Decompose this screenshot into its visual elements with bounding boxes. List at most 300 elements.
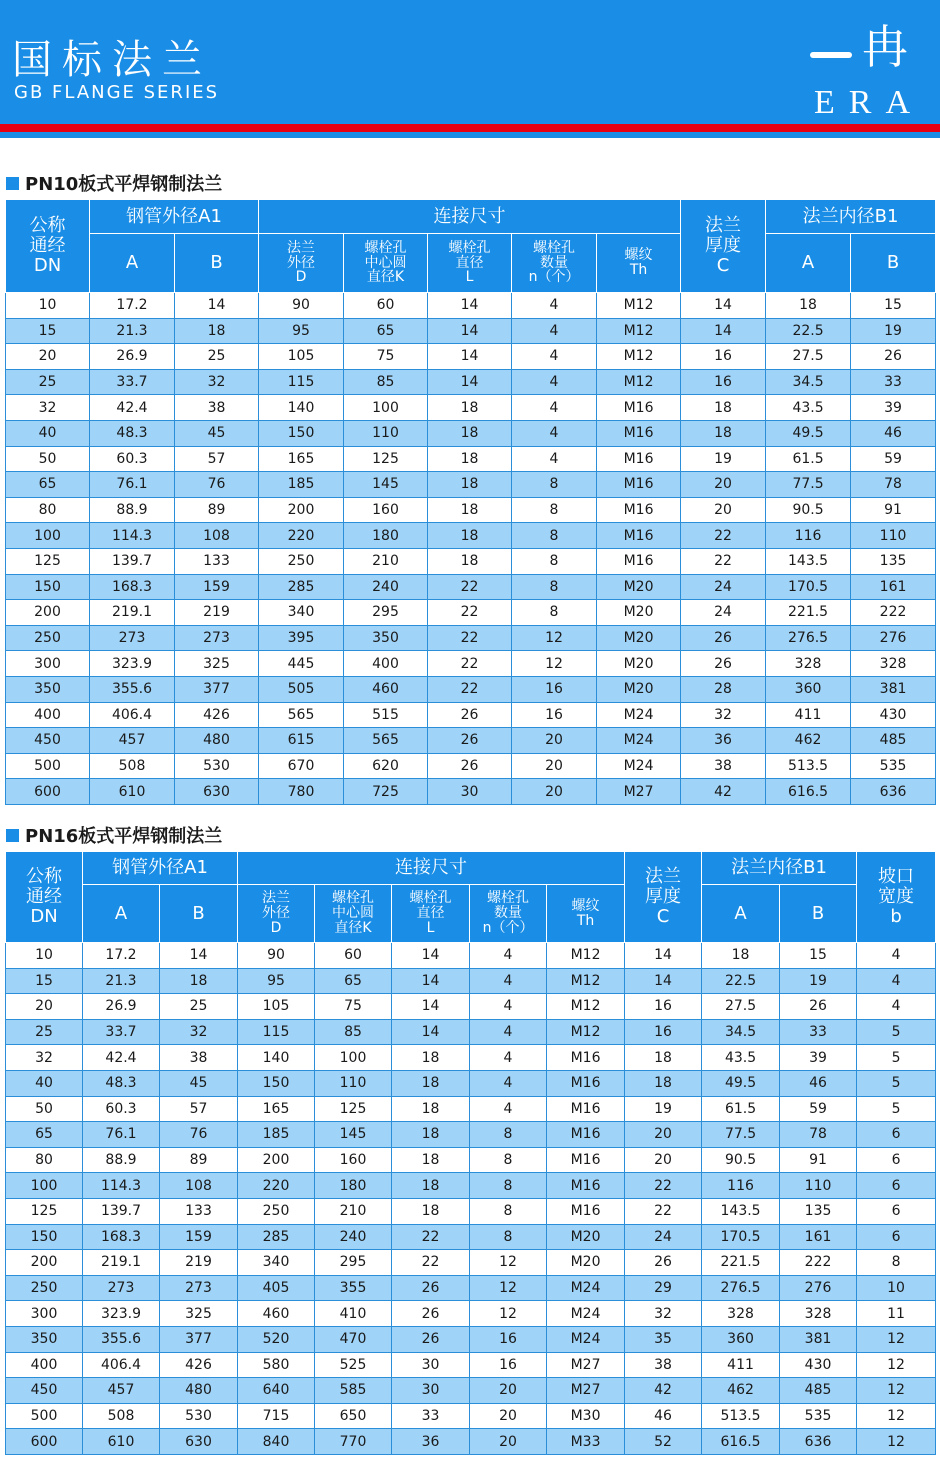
table-cell: 508	[90, 753, 175, 779]
table-cell: 26	[392, 1301, 470, 1327]
table-cell: 90.5	[766, 497, 851, 523]
table-cell: 8	[512, 574, 597, 600]
table-cell: 125	[6, 548, 90, 574]
table-cell: 8	[470, 1122, 547, 1148]
table-cell: 16	[681, 369, 766, 395]
table-cell: 325	[175, 651, 259, 677]
table-cell: 4	[512, 318, 597, 344]
table-cell: 430	[851, 702, 936, 728]
table-cell: M24	[547, 1301, 625, 1327]
table-cell: 6	[857, 1147, 936, 1173]
brand-logo-mark	[810, 22, 920, 82]
table-cell: 19	[780, 968, 857, 994]
table-cell: 22	[625, 1198, 702, 1224]
table-cell: M27	[547, 1352, 625, 1378]
table-cell: 165	[238, 1096, 315, 1122]
table-cell: 4	[470, 943, 547, 969]
table-cell: 16	[625, 994, 702, 1020]
table-cell: 38	[160, 1045, 238, 1071]
table-cell: 273	[160, 1275, 238, 1301]
table-cell: 22	[681, 548, 766, 574]
table-cell: 250	[6, 625, 90, 651]
table-cell: 76	[160, 1122, 238, 1148]
table-cell: 250	[238, 1198, 315, 1224]
table-cell: 60	[315, 943, 392, 969]
table-row	[6, 968, 936, 994]
table-cell: 14	[392, 968, 470, 994]
table-cell: M12	[547, 943, 625, 969]
table-cell: 77.5	[766, 472, 851, 498]
table-cell: 4	[470, 1096, 547, 1122]
table-cell: 160	[344, 497, 428, 523]
table-cell: 22	[392, 1224, 470, 1250]
table-cell: 60.3	[83, 1096, 160, 1122]
table-cell: 32	[6, 395, 90, 421]
table-cell: 16	[625, 1019, 702, 1045]
pn16-section-title	[6, 822, 222, 848]
table-cell: 46	[851, 420, 936, 446]
table-cell: 135	[851, 548, 936, 574]
table-cell: 26	[428, 753, 512, 779]
table-cell: 400	[6, 1352, 83, 1378]
table-cell: 21.3	[83, 968, 160, 994]
table-cell: 22.5	[766, 318, 851, 344]
table-cell: 32	[175, 369, 259, 395]
table-cell: 26	[681, 625, 766, 651]
table-cell: 360	[702, 1326, 780, 1352]
table-cell: 18	[625, 1070, 702, 1096]
table-cell: 426	[175, 702, 259, 728]
table-row	[6, 1019, 936, 1045]
table-cell: 12	[857, 1352, 936, 1378]
table-cell: 27.5	[766, 344, 851, 370]
table-cell: 480	[175, 728, 259, 754]
section-marker-icon	[6, 829, 19, 842]
table-cell: 38	[681, 753, 766, 779]
table-cell: 300	[6, 651, 90, 677]
col-bore-a-header: A	[702, 885, 780, 943]
table-cell: M12	[547, 1019, 625, 1045]
table-cell: 33.7	[90, 369, 175, 395]
table-cell: 125	[344, 446, 428, 472]
logo-glyph: 冉	[862, 20, 908, 74]
table-cell: 340	[238, 1250, 315, 1276]
table-row	[6, 344, 936, 370]
table-cell: 295	[315, 1250, 392, 1276]
table-cell: 18	[160, 968, 238, 994]
table-cell: 18	[392, 1096, 470, 1122]
table-row	[6, 1378, 936, 1404]
table-cell: 168.3	[90, 574, 175, 600]
table-cell: 57	[175, 446, 259, 472]
table-cell: 650	[315, 1403, 392, 1429]
table-cell: 133	[175, 548, 259, 574]
table-cell: 108	[160, 1173, 238, 1199]
table-row	[6, 420, 936, 446]
col-n-header: 螺栓孔 数量 n（个）	[512, 234, 597, 293]
table-cell: 12	[470, 1275, 547, 1301]
table-cell: 18	[428, 446, 512, 472]
table-cell: 89	[175, 497, 259, 523]
table-cell: 640	[238, 1378, 315, 1404]
table-row	[6, 651, 936, 677]
table-cell: 8	[512, 548, 597, 574]
table-row	[6, 1429, 936, 1455]
banner-red-stripe	[0, 124, 940, 132]
table-cell: M24	[597, 753, 681, 779]
table-cell: M20	[597, 625, 681, 651]
col-bore-header: 法兰内径B1	[702, 852, 857, 885]
table-cell: 221.5	[766, 600, 851, 626]
table-cell: M12	[597, 318, 681, 344]
table-cell: 4	[857, 968, 936, 994]
table-cell: 4	[857, 994, 936, 1020]
table-cell: 5	[857, 1096, 936, 1122]
table-cell: 24	[681, 600, 766, 626]
table-cell: 45	[160, 1070, 238, 1096]
table-cell: 18	[428, 497, 512, 523]
table-cell: 18	[625, 1045, 702, 1071]
table-cell: 110	[780, 1173, 857, 1199]
table-cell: 485	[851, 728, 936, 754]
table-cell: 8	[470, 1173, 547, 1199]
table-cell: 161	[780, 1224, 857, 1250]
table-cell: 8	[512, 497, 597, 523]
table-cell: 220	[259, 523, 344, 549]
page-title: 国标法兰	[12, 37, 212, 83]
table-cell: 5	[857, 1045, 936, 1071]
table-cell: 22	[625, 1173, 702, 1199]
table-cell: 355	[315, 1275, 392, 1301]
table-cell: 80	[6, 497, 90, 523]
table-cell: 88.9	[83, 1147, 160, 1173]
table-cell: M12	[547, 994, 625, 1020]
table-cell: 780	[259, 779, 344, 805]
table-cell: 8	[512, 523, 597, 549]
table-cell: M12	[597, 369, 681, 395]
table-cell: 18	[681, 395, 766, 421]
pn10-table	[5, 199, 936, 805]
table-cell: 620	[344, 753, 428, 779]
col-pipe-a-header: A	[90, 234, 175, 293]
table-cell: 85	[315, 1019, 392, 1045]
table-cell: 24	[625, 1224, 702, 1250]
table-cell: 105	[259, 344, 344, 370]
table-cell: 180	[315, 1173, 392, 1199]
table-cell: 17.2	[90, 293, 175, 319]
table-cell: 185	[259, 472, 344, 498]
table-cell: M16	[597, 523, 681, 549]
table-cell: 405	[238, 1275, 315, 1301]
table-cell: 395	[259, 625, 344, 651]
table-cell: 406.4	[83, 1352, 160, 1378]
table-row	[6, 1326, 936, 1352]
table-cell: 12	[512, 651, 597, 677]
col-d-header: 法兰 外径 D	[238, 885, 315, 943]
col-pipe-b-header: B	[160, 885, 238, 943]
table-row	[6, 318, 936, 344]
table-cell: 26	[681, 651, 766, 677]
table-cell: 6	[857, 1122, 936, 1148]
col-pipe-od-header: 钢管外径A1	[90, 200, 259, 234]
table-cell: M16	[547, 1096, 625, 1122]
table-cell: 219	[175, 600, 259, 626]
col-dn-header: 公称 通经 DN	[6, 852, 83, 943]
table-cell: 350	[6, 1326, 83, 1352]
col-th-header: 螺纹 Th	[597, 234, 681, 293]
table-cell: 15	[780, 943, 857, 969]
pn10-title-text: PN10板式平焊钢制法兰	[25, 174, 223, 195]
table-cell: M16	[547, 1122, 625, 1148]
table-cell: 42.4	[90, 395, 175, 421]
table-cell: 22	[428, 625, 512, 651]
table-row	[6, 625, 936, 651]
table-cell: M33	[547, 1429, 625, 1455]
table-cell: 78	[851, 472, 936, 498]
col-k-header: 螺栓孔 中心圆 直径K	[315, 885, 392, 943]
table-cell: 26	[428, 728, 512, 754]
table-cell: 161	[851, 574, 936, 600]
table-cell: 26	[428, 702, 512, 728]
table-cell: 11	[857, 1301, 936, 1327]
table-cell: 200	[238, 1147, 315, 1173]
table-cell: 150	[6, 1224, 83, 1250]
table-cell: 125	[315, 1096, 392, 1122]
table-cell: 20	[470, 1378, 547, 1404]
table-cell: 5	[857, 1019, 936, 1045]
table-cell: 30	[392, 1352, 470, 1378]
table-cell: 350	[344, 625, 428, 651]
table-row	[6, 600, 936, 626]
table-cell: 75	[315, 994, 392, 1020]
table-cell: 16	[681, 344, 766, 370]
col-thickness-header: 法兰 厚度 C	[681, 200, 766, 293]
table-cell: M20	[547, 1224, 625, 1250]
table-cell: 8	[470, 1198, 547, 1224]
table-cell: 12	[470, 1301, 547, 1327]
table-cell: 20	[681, 472, 766, 498]
table-cell: 26	[780, 994, 857, 1020]
table-cell: M16	[547, 1147, 625, 1173]
table-cell: 90	[238, 943, 315, 969]
col-pipe-a-header: A	[83, 885, 160, 943]
table-cell: 4	[470, 994, 547, 1020]
table-cell: 19	[625, 1096, 702, 1122]
col-th-header: 螺纹 Th	[547, 885, 625, 943]
table-cell: 90.5	[702, 1147, 780, 1173]
table-cell: 145	[315, 1122, 392, 1148]
table-cell: 61.5	[702, 1096, 780, 1122]
table-row	[6, 523, 936, 549]
table-cell: M16	[547, 1070, 625, 1096]
table-cell: M12	[597, 344, 681, 370]
table-cell: 450	[6, 728, 90, 754]
col-connection-header: 连接尺寸	[259, 200, 681, 234]
table-row	[6, 446, 936, 472]
table-row	[6, 1122, 936, 1148]
table-cell: 350	[6, 676, 90, 702]
table-cell: 90	[259, 293, 344, 319]
table-cell: 6	[857, 1173, 936, 1199]
table-cell: 143.5	[766, 548, 851, 574]
table-row	[6, 293, 936, 319]
table-cell: 28	[681, 676, 766, 702]
table-cell: 210	[344, 548, 428, 574]
table-cell: 22	[428, 600, 512, 626]
table-cell: 240	[315, 1224, 392, 1250]
table-cell: 100	[315, 1045, 392, 1071]
table-cell: 4	[470, 1045, 547, 1071]
table-cell: M16	[597, 395, 681, 421]
table-cell: 670	[259, 753, 344, 779]
table-cell: 33	[851, 369, 936, 395]
table-cell: 340	[259, 600, 344, 626]
table-cell: 24	[681, 574, 766, 600]
table-cell: 18	[392, 1198, 470, 1224]
table-row	[6, 676, 936, 702]
table-cell: 29	[625, 1275, 702, 1301]
table-cell: 135	[780, 1198, 857, 1224]
table-cell: 150	[238, 1070, 315, 1096]
table-cell: 78	[780, 1122, 857, 1148]
table-cell: 180	[344, 523, 428, 549]
table-cell: 14	[625, 943, 702, 969]
table-row	[6, 1070, 936, 1096]
table-cell: 17.2	[83, 943, 160, 969]
table-cell: 295	[344, 600, 428, 626]
table-cell: 114.3	[83, 1173, 160, 1199]
table-cell: M24	[597, 702, 681, 728]
table-row	[6, 1147, 936, 1173]
table-cell: 457	[90, 728, 175, 754]
pn10-section-title	[6, 170, 222, 196]
table-cell: 381	[851, 676, 936, 702]
table-cell: 4	[470, 1019, 547, 1045]
table-cell: 20	[512, 779, 597, 805]
table-cell: 630	[160, 1429, 238, 1455]
table-cell: 450	[6, 1378, 83, 1404]
table-cell: 18	[681, 420, 766, 446]
table-cell: 300	[6, 1301, 83, 1327]
table-cell: 8	[470, 1147, 547, 1173]
table-cell: 52	[625, 1429, 702, 1455]
table-cell: 14	[428, 293, 512, 319]
table-cell: 20	[470, 1429, 547, 1455]
table-cell: 515	[344, 702, 428, 728]
table-cell: 18	[392, 1173, 470, 1199]
table-cell: 19	[851, 318, 936, 344]
page-subtitle: GB FLANGE SERIES	[14, 82, 220, 103]
table-cell: 400	[6, 702, 90, 728]
table-cell: 42	[625, 1378, 702, 1404]
col-k-header: 螺栓孔 中心圆 直径K	[344, 234, 428, 293]
table-cell: 32	[625, 1301, 702, 1327]
table-row	[6, 1045, 936, 1071]
table-cell: 33	[780, 1019, 857, 1045]
table-cell: 210	[315, 1198, 392, 1224]
table-cell: 240	[344, 574, 428, 600]
table-cell: 535	[780, 1403, 857, 1429]
table-cell: 185	[238, 1122, 315, 1148]
table-cell: 462	[702, 1378, 780, 1404]
table-cell: 108	[175, 523, 259, 549]
table-cell: 276	[780, 1275, 857, 1301]
table-cell: 76	[175, 472, 259, 498]
table-cell: 110	[851, 523, 936, 549]
table-cell: 25	[6, 369, 90, 395]
table-cell: 32	[160, 1019, 238, 1045]
table-cell: M27	[597, 779, 681, 805]
table-cell: 38	[175, 395, 259, 421]
table-row	[6, 497, 936, 523]
table-cell: 565	[344, 728, 428, 754]
table-cell: 470	[315, 1326, 392, 1352]
table-cell: 100	[6, 523, 90, 549]
pn10-table-body	[6, 293, 936, 805]
table-cell: 18	[175, 318, 259, 344]
table-cell: 43.5	[702, 1045, 780, 1071]
table-cell: 26.9	[90, 344, 175, 370]
table-cell: 250	[6, 1275, 83, 1301]
table-cell: 20	[512, 728, 597, 754]
table-cell: 8	[470, 1224, 547, 1250]
table-cell: 88.9	[90, 497, 175, 523]
table-cell: 45	[175, 420, 259, 446]
table-cell: 500	[6, 753, 90, 779]
table-cell: 22.5	[702, 968, 780, 994]
table-cell: 18	[392, 1122, 470, 1148]
col-pipe-od-header: 钢管外径A1	[83, 852, 238, 885]
table-cell: 12	[857, 1429, 936, 1455]
table-cell: M16	[547, 1045, 625, 1071]
table-cell: 46	[780, 1070, 857, 1096]
table-cell: 411	[702, 1352, 780, 1378]
table-cell: 513.5	[766, 753, 851, 779]
table-cell: 22	[392, 1250, 470, 1276]
table-cell: 48.3	[83, 1070, 160, 1096]
table-cell: 36	[681, 728, 766, 754]
table-cell: 26	[392, 1326, 470, 1352]
table-cell: 43.5	[766, 395, 851, 421]
table-cell: 770	[315, 1429, 392, 1455]
table-cell: M16	[547, 1198, 625, 1224]
table-cell: 65	[6, 472, 90, 498]
table-cell: 30	[392, 1378, 470, 1404]
table-cell: 328	[702, 1301, 780, 1327]
table-cell: 100	[344, 395, 428, 421]
table-cell: 65	[6, 1122, 83, 1148]
table-cell: 381	[780, 1326, 857, 1352]
table-cell: 59	[851, 446, 936, 472]
table-cell: 40	[6, 1070, 83, 1096]
table-cell: 14	[681, 293, 766, 319]
table-cell: 10	[6, 943, 83, 969]
table-cell: 273	[83, 1275, 160, 1301]
table-cell: 360	[766, 676, 851, 702]
table-cell: 27.5	[702, 994, 780, 1020]
table-cell: 33.7	[83, 1019, 160, 1045]
table-cell: 15	[851, 293, 936, 319]
table-cell: M16	[547, 1173, 625, 1199]
table-cell: 61.5	[766, 446, 851, 472]
table-row	[6, 369, 936, 395]
table-cell: 14	[428, 344, 512, 370]
table-cell: 457	[83, 1378, 160, 1404]
table-cell: 18	[392, 1147, 470, 1173]
table-cell: M24	[547, 1326, 625, 1352]
table-cell: 4	[512, 420, 597, 446]
col-bore-b-header: B	[780, 885, 857, 943]
